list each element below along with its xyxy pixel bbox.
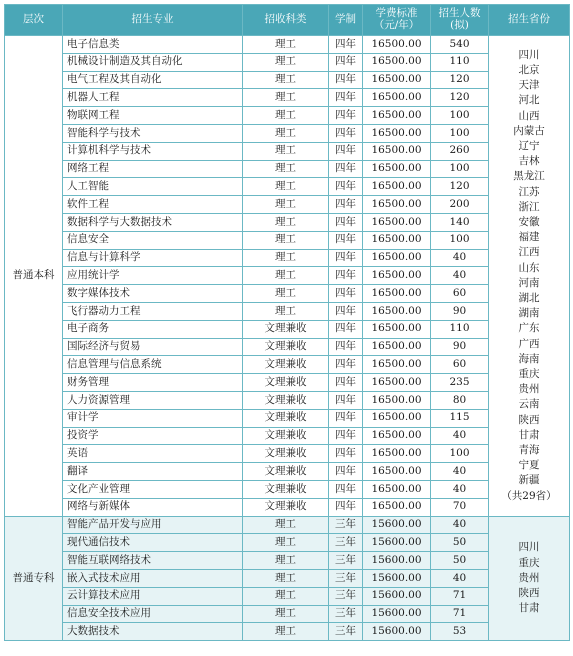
table-row [5, 196, 570, 214]
fee-cell: 15600.00 [363, 516, 431, 534]
province-item: 天津 [518, 79, 540, 92]
count-cell: 200 [431, 196, 489, 214]
duration-cell: 四年 [329, 142, 363, 160]
province-item: 广西 [518, 337, 540, 350]
category-cell: 文理兼收 [243, 427, 329, 445]
province-item: 甘肃 [518, 428, 540, 441]
count-cell: 100 [431, 124, 489, 142]
fee-cell: 16500.00 [363, 178, 431, 196]
category-cell: 文理兼收 [243, 374, 329, 392]
category-cell: 文理兼收 [243, 320, 329, 338]
category-cell: 理工 [243, 53, 329, 71]
count-cell: 60 [431, 356, 489, 374]
fee-cell: 16500.00 [363, 285, 431, 303]
duration-cell: 四年 [329, 463, 363, 481]
count-cell: 80 [431, 391, 489, 409]
fee-cell: 16500.00 [363, 498, 431, 516]
fee-cell: 15600.00 [363, 587, 431, 605]
duration-cell: 四年 [329, 338, 363, 356]
province-item: 重庆 [518, 556, 540, 569]
province-item: 贵州 [518, 571, 540, 584]
admissions-plan-table [4, 4, 570, 641]
fee-cell: 16500.00 [363, 320, 431, 338]
category-cell: 理工 [243, 124, 329, 142]
count-cell: 70 [431, 498, 489, 516]
count-cell: 50 [431, 534, 489, 552]
category-cell: 理工 [243, 552, 329, 570]
category-cell: 文理兼收 [243, 480, 329, 498]
fee-cell: 16500.00 [363, 142, 431, 160]
major-cell: 信息管理与信息系统 [63, 356, 243, 374]
major-cell: 投资学 [63, 427, 243, 445]
category-cell: 理工 [243, 142, 329, 160]
count-cell: 50 [431, 552, 489, 570]
major-cell: 软件工程 [63, 196, 243, 214]
fee-cell: 16500.00 [363, 463, 431, 481]
category-cell: 理工 [243, 160, 329, 178]
category-cell: 文理兼收 [243, 409, 329, 427]
count-cell: 540 [431, 36, 489, 54]
fee-cell: 16500.00 [363, 249, 431, 267]
table-row [5, 36, 570, 54]
duration-cell: 四年 [329, 36, 363, 54]
major-cell: 大数据技术 [63, 623, 243, 641]
province-item: 海南 [518, 352, 540, 365]
duration-cell: 四年 [329, 427, 363, 445]
duration-cell: 四年 [329, 391, 363, 409]
fee-cell: 15600.00 [363, 569, 431, 587]
major-cell: 智能科学与技术 [63, 124, 243, 142]
fee-cell: 16500.00 [363, 89, 431, 107]
admissions-table-container [4, 4, 570, 641]
province-item: 青海 [518, 443, 540, 456]
fee-cell: 16500.00 [363, 107, 431, 125]
duration-cell: 四年 [329, 196, 363, 214]
major-cell: 数据科学与大数据技术 [63, 213, 243, 231]
major-cell: 文化产业管理 [63, 480, 243, 498]
count-cell: 110 [431, 320, 489, 338]
province-item: 吉林 [518, 155, 540, 168]
province-item: 北京 [518, 63, 540, 76]
header-count-line2: (拟) [450, 19, 469, 31]
major-cell: 电子信息类 [63, 36, 243, 54]
province-item: 湖南 [518, 307, 540, 320]
header-provinces: 招生省份 [489, 5, 570, 36]
table-row [5, 587, 570, 605]
header-count-line1: 招生人数 [438, 7, 481, 20]
duration-cell: 四年 [329, 480, 363, 498]
header-fee-line1: 学费标准 [375, 7, 418, 20]
benke-level-cell: 普通本科 [5, 36, 63, 517]
category-cell: 理工 [243, 267, 329, 285]
table-row [5, 516, 570, 534]
count-cell: 60 [431, 285, 489, 303]
fee-cell: 16500.00 [363, 71, 431, 89]
header-duration: 学制 [329, 5, 363, 36]
fee-cell: 15600.00 [363, 623, 431, 641]
province-item: 新疆 [518, 474, 540, 487]
province-item: 辽宁 [518, 139, 540, 152]
category-cell: 理工 [243, 36, 329, 54]
table-row [5, 89, 570, 107]
major-cell: 现代通信技术 [63, 534, 243, 552]
major-cell: 网络与新媒体 [63, 498, 243, 516]
major-cell: 数字媒体技术 [63, 285, 243, 303]
fee-cell: 15600.00 [363, 605, 431, 623]
major-cell: 应用统计学 [63, 267, 243, 285]
fee-cell: 16500.00 [363, 445, 431, 463]
table-row [5, 480, 570, 498]
count-cell: 120 [431, 71, 489, 89]
fee-cell: 16500.00 [363, 124, 431, 142]
count-cell: 90 [431, 302, 489, 320]
header-level: 层次 [5, 5, 63, 36]
duration-cell: 四年 [329, 124, 363, 142]
category-cell: 理工 [243, 285, 329, 303]
table-row [5, 178, 570, 196]
table-row [5, 320, 570, 338]
fee-cell: 16500.00 [363, 231, 431, 249]
duration-cell: 三年 [329, 605, 363, 623]
major-cell: 信息安全技术应用 [63, 605, 243, 623]
duration-cell: 四年 [329, 71, 363, 89]
province-item: 甘肃 [518, 602, 540, 615]
duration-cell: 三年 [329, 552, 363, 570]
category-cell: 理工 [243, 569, 329, 587]
table-row [5, 160, 570, 178]
count-cell: 100 [431, 160, 489, 178]
count-cell: 40 [431, 516, 489, 534]
duration-cell: 四年 [329, 409, 363, 427]
table-row [5, 605, 570, 623]
header-fee [363, 5, 431, 36]
province-item: 重庆 [518, 367, 540, 380]
major-cell: 英语 [63, 445, 243, 463]
count-cell: 71 [431, 605, 489, 623]
table-row [5, 409, 570, 427]
province-item: 湖北 [518, 291, 540, 304]
duration-cell: 三年 [329, 623, 363, 641]
table-row [5, 569, 570, 587]
category-cell: 理工 [243, 213, 329, 231]
category-cell: 文理兼收 [243, 338, 329, 356]
major-cell: 信息与计算科学 [63, 249, 243, 267]
table-row [5, 302, 570, 320]
count-cell: 40 [431, 569, 489, 587]
duration-cell: 四年 [329, 53, 363, 71]
province-item: 安徽 [518, 215, 540, 228]
category-cell: 理工 [243, 178, 329, 196]
duration-cell: 四年 [329, 213, 363, 231]
fee-cell: 16500.00 [363, 391, 431, 409]
table-row [5, 213, 570, 231]
count-cell: 40 [431, 267, 489, 285]
table-body [5, 36, 570, 641]
province-item: 陕西 [518, 413, 540, 426]
table-row [5, 356, 570, 374]
duration-cell: 四年 [329, 249, 363, 267]
duration-cell: 四年 [329, 178, 363, 196]
major-cell: 翻译 [63, 463, 243, 481]
count-cell: 120 [431, 89, 489, 107]
count-cell: 120 [431, 178, 489, 196]
table-row [5, 249, 570, 267]
major-cell: 智能互联网络技术 [63, 552, 243, 570]
duration-cell: 四年 [329, 160, 363, 178]
major-cell: 审计学 [63, 409, 243, 427]
fee-cell: 16500.00 [363, 409, 431, 427]
category-cell: 文理兼收 [243, 356, 329, 374]
table-row [5, 338, 570, 356]
category-cell: 理工 [243, 89, 329, 107]
category-cell: 理工 [243, 231, 329, 249]
duration-cell: 四年 [329, 89, 363, 107]
table-row [5, 107, 570, 125]
fee-cell: 16500.00 [363, 338, 431, 356]
fee-cell: 16500.00 [363, 302, 431, 320]
duration-cell: 四年 [329, 231, 363, 249]
header-major: 招生专业 [63, 5, 243, 36]
province-item: 福建 [518, 231, 540, 244]
category-cell: 理工 [243, 623, 329, 641]
province-item: 江西 [518, 246, 540, 259]
province-item: 山西 [518, 109, 540, 122]
table-row [5, 463, 570, 481]
duration-cell: 四年 [329, 498, 363, 516]
count-cell: 71 [431, 587, 489, 605]
category-cell: 理工 [243, 107, 329, 125]
table-row [5, 391, 570, 409]
duration-cell: 三年 [329, 569, 363, 587]
count-cell: 100 [431, 107, 489, 125]
fee-cell: 16500.00 [363, 213, 431, 231]
duration-cell: 四年 [329, 320, 363, 338]
province-item: 广东 [518, 322, 540, 335]
table-row [5, 53, 570, 71]
count-cell: 40 [431, 463, 489, 481]
major-cell: 财务管理 [63, 374, 243, 392]
province-item: 宁夏 [518, 459, 540, 472]
table-row [5, 124, 570, 142]
duration-cell: 三年 [329, 587, 363, 605]
count-cell: 100 [431, 445, 489, 463]
province-item: 四川 [518, 48, 540, 61]
benke-provinces-cell [489, 36, 570, 517]
major-cell: 网络工程 [63, 160, 243, 178]
count-cell: 100 [431, 231, 489, 249]
table-row [5, 534, 570, 552]
fee-cell: 15600.00 [363, 552, 431, 570]
major-cell: 国际经济与贸易 [63, 338, 243, 356]
duration-cell: 四年 [329, 107, 363, 125]
major-cell: 电气工程及其自动化 [63, 71, 243, 89]
major-cell: 云计算技术应用 [63, 587, 243, 605]
province-item: 四川 [518, 541, 540, 554]
table-row [5, 285, 570, 303]
category-cell: 文理兼收 [243, 445, 329, 463]
fee-cell: 16500.00 [363, 480, 431, 498]
major-cell: 信息安全 [63, 231, 243, 249]
fee-cell: 16500.00 [363, 374, 431, 392]
count-cell: 40 [431, 249, 489, 267]
zhuanke-level-cell: 普通专科 [5, 516, 63, 641]
province-item: 江苏 [518, 185, 540, 198]
table-row [5, 552, 570, 570]
major-cell: 人工智能 [63, 178, 243, 196]
table-row [5, 445, 570, 463]
province-item: 黑龙江 [513, 170, 545, 183]
category-cell: 理工 [243, 516, 329, 534]
province-item: 内蒙古 [513, 124, 545, 137]
header-fee-line2: （元/年） [373, 19, 420, 31]
province-item: 河北 [518, 94, 540, 107]
duration-cell: 四年 [329, 285, 363, 303]
count-cell: 110 [431, 53, 489, 71]
fee-cell: 16500.00 [363, 196, 431, 214]
table-row [5, 267, 570, 285]
duration-cell: 四年 [329, 302, 363, 320]
category-cell: 理工 [243, 71, 329, 89]
major-cell: 嵌入式技术应用 [63, 569, 243, 587]
major-cell: 电子商务 [63, 320, 243, 338]
duration-cell: 三年 [329, 516, 363, 534]
count-cell: 115 [431, 409, 489, 427]
count-cell: 235 [431, 374, 489, 392]
table-row [5, 623, 570, 641]
major-cell: 智能产品开发与应用 [63, 516, 243, 534]
duration-cell: 四年 [329, 356, 363, 374]
count-cell: 260 [431, 142, 489, 160]
table-row [5, 374, 570, 392]
duration-cell: 三年 [329, 534, 363, 552]
header-count [431, 5, 489, 36]
province-item: 云南 [518, 398, 540, 411]
count-cell: 40 [431, 480, 489, 498]
table-row [5, 231, 570, 249]
header-category: 招收科类 [243, 5, 329, 36]
duration-cell: 四年 [329, 267, 363, 285]
table-row [5, 71, 570, 89]
category-cell: 文理兼收 [243, 463, 329, 481]
fee-cell: 16500.00 [363, 267, 431, 285]
count-cell: 90 [431, 338, 489, 356]
table-row [5, 498, 570, 516]
fee-cell: 16500.00 [363, 160, 431, 178]
count-cell: 53 [431, 623, 489, 641]
fee-cell: 16500.00 [363, 356, 431, 374]
major-cell: 机器人工程 [63, 89, 243, 107]
category-cell: 理工 [243, 302, 329, 320]
header-row [5, 5, 570, 36]
province-item: 河南 [518, 276, 540, 289]
category-cell: 理工 [243, 196, 329, 214]
category-cell: 理工 [243, 249, 329, 267]
fee-cell: 16500.00 [363, 427, 431, 445]
provinces-count-note: （共29省） [501, 489, 557, 502]
table-row [5, 427, 570, 445]
province-item: 陕西 [518, 586, 540, 599]
category-cell: 理工 [243, 534, 329, 552]
fee-cell: 16500.00 [363, 53, 431, 71]
province-item: 贵州 [518, 383, 540, 396]
major-cell: 机械设计制造及其自动化 [63, 53, 243, 71]
category-cell: 理工 [243, 587, 329, 605]
major-cell: 计算机科学与技术 [63, 142, 243, 160]
major-cell: 飞行器动力工程 [63, 302, 243, 320]
category-cell: 理工 [243, 605, 329, 623]
category-cell: 文理兼收 [243, 391, 329, 409]
major-cell: 人力资源管理 [63, 391, 243, 409]
fee-cell: 16500.00 [363, 36, 431, 54]
category-cell: 文理兼收 [243, 498, 329, 516]
province-item: 山东 [518, 261, 540, 274]
table-row [5, 142, 570, 160]
province-item: 浙江 [518, 200, 540, 213]
count-cell: 40 [431, 427, 489, 445]
fee-cell: 15600.00 [363, 534, 431, 552]
count-cell: 140 [431, 213, 489, 231]
duration-cell: 四年 [329, 445, 363, 463]
zhuanke-provinces-cell [489, 516, 570, 641]
duration-cell: 四年 [329, 374, 363, 392]
major-cell: 物联网工程 [63, 107, 243, 125]
